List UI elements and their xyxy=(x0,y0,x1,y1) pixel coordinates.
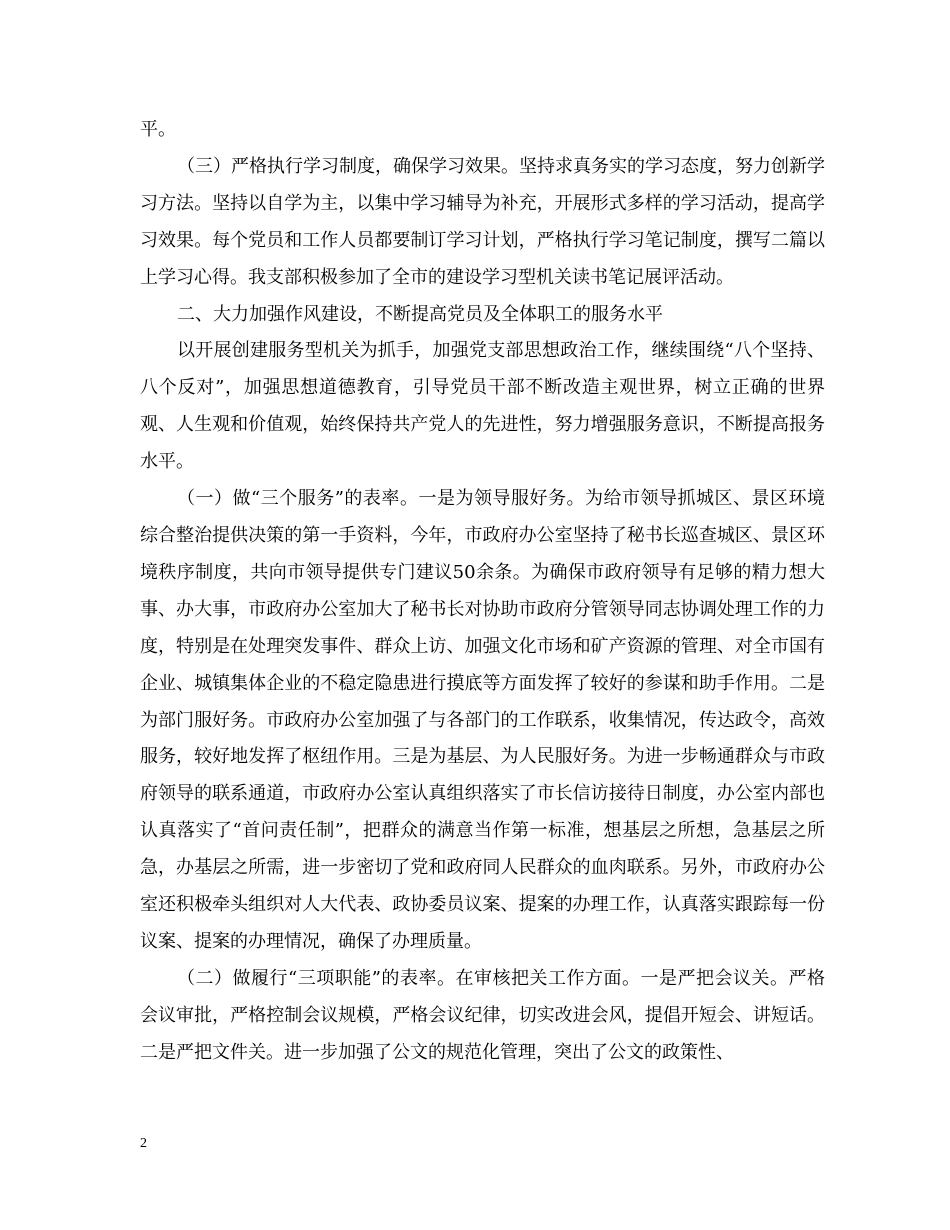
paragraph-study-system: （三）严格执行学习制度，确保学习效果。坚持求真务实的学习态度，努力创新学习方法。坚持以自学为主，以集中学习辅导为补充，开展形式多样的学习活动，提高学习效果。每个党员和工作人员都要制订学习计划，严格执行学习笔记制度，撰写二篇以上学习心得。我支部积极参加了全市的建设学习型机关读书笔记展评活动。 xyxy=(140,155,825,288)
paragraph-three-functions: （二）做履行“三项职能”的表率。在审核把关工作方面。一是严把会议关。严格会议审批，严格控制会议规模，严格会议纪律，切实改进会风，提倡开短会、讲短话。二是严把文件关。进一步加强了公文的规范化管理，突出了公文的政策性、 xyxy=(140,967,825,1063)
body-text xyxy=(140,112,825,1072)
page-number: 2 xyxy=(140,1136,147,1151)
paragraph-service-organ: 以开展创建服务型机关为抓手，加强党支部思想政治工作，继续围绕“八个坚持、八个反对”，加强思想道德教育，引导党员干部不断改造主观世界，树立正确的世界观、人生观和价值观，始终保持共产党人的先进性，努力增强服务意识，不断提高报务水平。 xyxy=(140,340,825,473)
section-heading-work-style: 二、大力加强作风建设，不断提高党员及全体职工的服务水平 xyxy=(177,303,663,325)
paragraph-three-services: （一）做“三个服务”的表率。一是为领导服好务。为给市领导抓城区、景区环境综合整治提供决策的第一手资料，今年，市政府办公室坚持了秘书长巡查城区、景区环境秩序制度，共向市领导提供专门建议50余条。为确保市政府领导有足够的精力想大事、办大事，市政府办公室加大了秘书长对协助市政府分管领导同志协调处理工作的力度，特别是在处理突发事件、群众上访、加强文化市场和矿产资源的管理、对全市国有企业、城镇集体企业的不稳定隐患进行摸底等方面发挥了较好的参谋和助手作用。二是为部门服好务。市政府办公室加强了与各部门的工作联系，收集情况，传达政令，高效服务，较好地发挥了枢纽作用。三是为基层、为人民服好务。为进一步畅通群众与市政府领导的联系通道，市政府办公室认真组织落实了市长信访接待日制度，办公室内部也认真落实了“首问责任制”，把群众的满意当作第一标准，想基层之所想，急基层之所急，办基层之所需，进一步密切了党和政府同人民群众的血肉联系。另外，市政府办公室还积极牵头组织对人大代表、政协委员议案、提案的办理工作，认真落实跟踪每一份议案、提案的办理情况，确保了办理质量。 xyxy=(140,488,825,952)
paragraph-continuation: 平。 xyxy=(140,119,176,140)
